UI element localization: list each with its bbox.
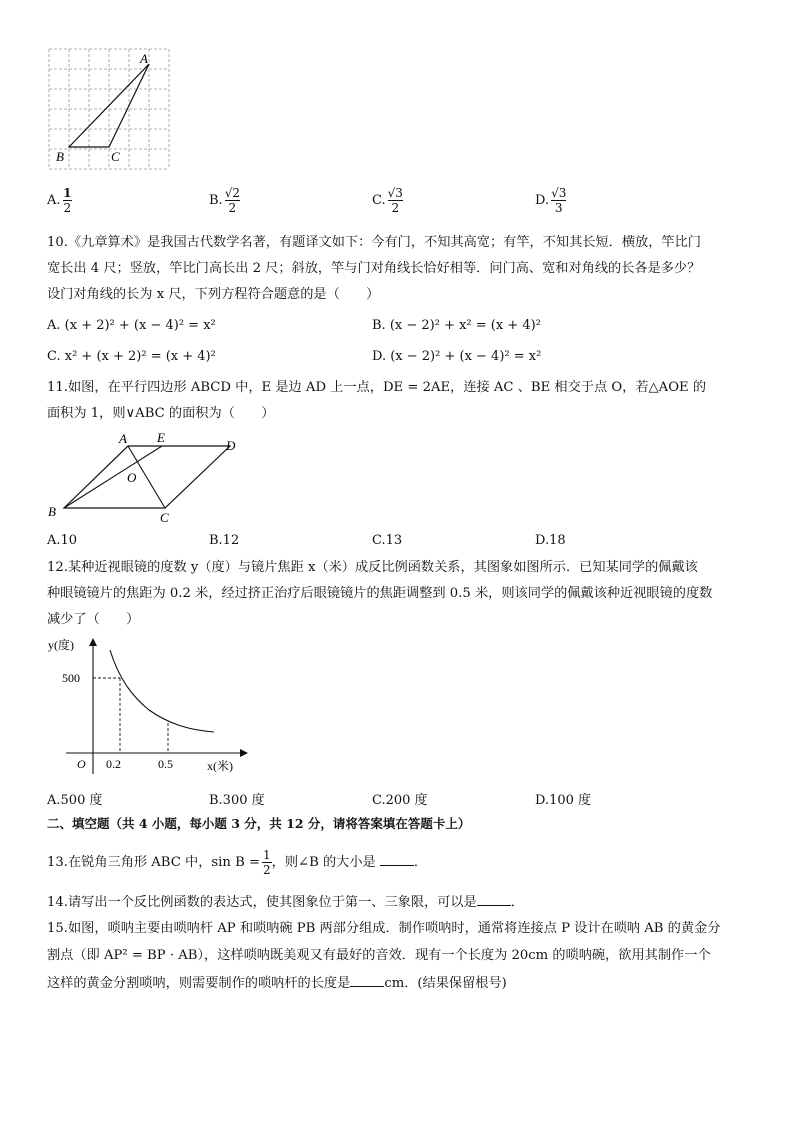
- y-tick-500: 500: [62, 671, 80, 685]
- q10-option-c: C. x² + (x + 2)² = (x + 4)²: [47, 349, 216, 364]
- q9-option-b: B. $\frac{√2}{2}$: [209, 186, 240, 215]
- point-b-label: B: [48, 504, 56, 519]
- point-b-label: B: [56, 149, 64, 164]
- q11-line-1: 11.如图，在平行四边形 ABCD 中，E 是边 AD 上一点，DE = 2AE，连接 AC 、BE 相交于点 O，若△AOE 的: [47, 380, 707, 395]
- segment-be: [64, 446, 162, 508]
- q10-line-1: 10.《九章算术》是我国古代数学名著，有题译文如下：今有门，不知其高宽；有竿，不知其长短．横放，竿比门: [47, 235, 701, 250]
- q12-line-1: 12.某种近视眼镜的度数 y（度）与镜片焦距 x（米）成反比例函数关系，其图象如图所示．已知某同学的佩戴该: [47, 560, 698, 575]
- section-2-heading: 二、填空题（共 4 小题，每小题 3 分，共 12 分，请将答案填在答题卡上）: [47, 816, 471, 831]
- q12-option-a: A.500 度: [47, 793, 103, 808]
- origin-label: O: [77, 757, 86, 771]
- q13-line: 13.在锐角三角形 ABC 中，sin B = $\frac{1}{2}$ ，则∠B 的大小是 ．: [47, 848, 428, 877]
- hyperbola-curve: [110, 650, 214, 732]
- point-d-label: D: [226, 438, 236, 453]
- q9-option-a: A. $\frac{1}{2}$: [47, 186, 72, 215]
- q15-line-3: 这样的黄金分割唢呐，则需要制作的唢呐杆的长度是 cm．(结果保留根号): [47, 976, 507, 991]
- q14-line: 14.请写出一个反比例函数的表达式，使其图象位于第一、三象限，可以是 ．: [47, 895, 524, 910]
- q12-inverse-function-graph: [44, 634, 254, 776]
- point-c-label: C: [160, 510, 169, 525]
- point-o-label: O: [127, 470, 137, 485]
- q12-option-c: C.200 度: [372, 793, 428, 808]
- x-axis-arrow: [240, 749, 248, 757]
- q15-line-2: 割点（即 AP² = BP · AB），这样唢呐既美观又有最好的音效．现有一个长度为 20cm 的唢呐碗，欲用其制作一个: [47, 948, 711, 963]
- q10-option-d: D. (x − 2)² + (x − 4)² = x²: [372, 349, 542, 364]
- point-e-label: E: [157, 430, 165, 445]
- q11-option-c: C.13: [372, 533, 403, 548]
- q12-option-b: B.300 度: [209, 793, 265, 808]
- q11-option-a: A.10: [47, 533, 78, 548]
- q14-answer-blank[interactable]: [477, 893, 511, 906]
- q11-option-d: D.18: [535, 533, 566, 548]
- x-tick-0-2: 0.2: [106, 757, 121, 771]
- point-c-label: C: [111, 149, 120, 164]
- q9-option-d: D. $\frac{√3}{3}$: [535, 186, 567, 215]
- q10-option-a: A. (x + 2)² + (x − 4)² = x²: [47, 318, 216, 333]
- q10-option-b: B. (x − 2)² + x² = (x + 4)²: [372, 318, 541, 333]
- y-axis-label: y(度): [48, 638, 74, 652]
- x-axis-label: x(米): [207, 759, 233, 773]
- point-a-label: A: [119, 431, 127, 446]
- q10-line-3: 设门对角线的长为 x 尺，下列方程符合题意的是（ ）: [47, 287, 380, 302]
- q12-option-d: D.100 度: [535, 793, 592, 808]
- y-axis-arrow: [89, 638, 97, 646]
- q13-answer-blank[interactable]: [380, 853, 414, 866]
- point-a-label: A: [140, 51, 148, 66]
- q15-answer-blank[interactable]: [350, 974, 384, 987]
- q15-line-1: 15.如图，唢呐主要由唢呐杆 AP 和唢呐碗 PB 两部分组成．制作唢呐时，通常将连接点 P 设计在唢呐 AB 的黄金分: [47, 921, 721, 936]
- q11-parallelogram-figure: [44, 428, 254, 528]
- q11-line-2: 面积为 1，则∨ABC 的面积为（ ）: [47, 406, 275, 421]
- q9-grid-figure: [44, 44, 174, 174]
- q9-option-c: C. $\frac{√3}{2}$: [372, 186, 403, 215]
- q12-line-2: 种眼镜镜片的焦距为 0.2 米，经过挤正治疗后眼镜镜片的焦距调整到 0.5 米，则该同学的佩戴该种近视眼镜的度数: [47, 586, 713, 601]
- q10-line-2: 宽长出 4 尺；竖放，竿比门高长出 2 尺；斜放，竿与门对角线长恰好相等．问门高、宽和对角线的长各是多少？: [47, 261, 701, 276]
- q12-line-3: 减少了（ ）: [47, 612, 140, 627]
- x-tick-0-5: 0.5: [158, 757, 173, 771]
- q11-option-b: B.12: [209, 533, 240, 548]
